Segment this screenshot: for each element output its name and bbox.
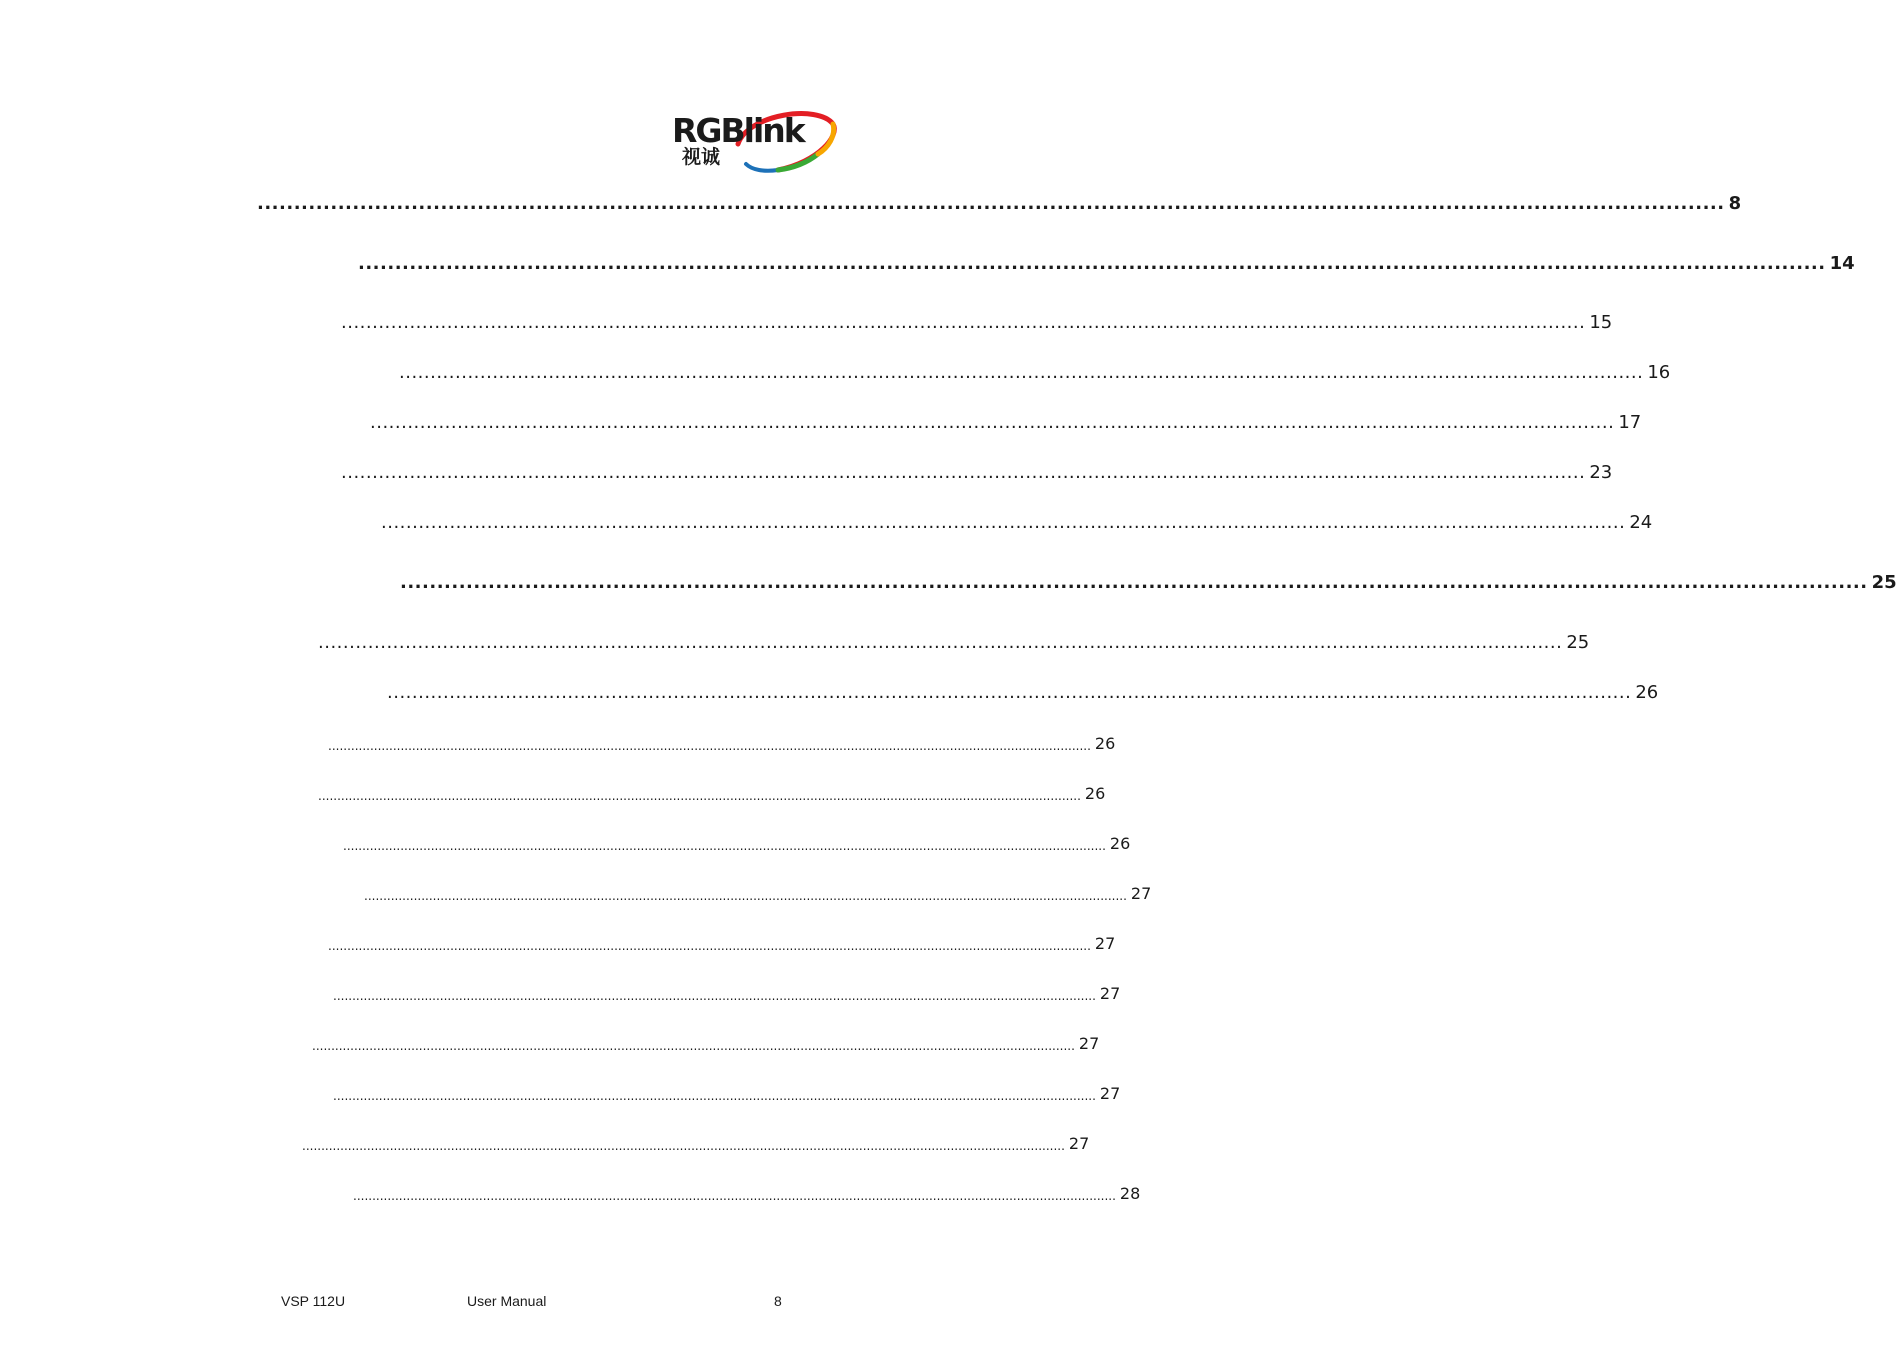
footer-title: User Manual: [467, 1293, 547, 1309]
toc-leader-dots: ........................................................................................................................................................................................................: [353, 1189, 1116, 1203]
logo-wordmark: RGBlink: [672, 111, 804, 150]
toc-page-number: 27: [1068, 1134, 1090, 1153]
toc-page-number: 25: [1871, 572, 1897, 593]
toc-leader-dots: ........................................................................................................................................................................................................: [341, 312, 1586, 333]
toc-entry[interactable]: [400, 566, 1897, 593]
toc-page-number: 27: [1099, 984, 1121, 1003]
toc-page-number: 26: [1109, 834, 1131, 853]
logo-chinese-text: 视诚: [682, 146, 721, 168]
toc-page-number: 15: [1589, 312, 1613, 333]
toc-page-number: 26: [1635, 682, 1659, 703]
toc-page-number: 28: [1119, 1184, 1141, 1203]
toc-entry[interactable]: [257, 187, 1742, 214]
toc-leader-dots: ........................................................................................................................................................................................................: [370, 412, 1615, 433]
toc-leader-dots: ........................................................................................................................................................................................................: [318, 632, 1563, 653]
toc-entry[interactable]: [302, 1126, 1090, 1153]
toc-leader-dots: ........................................................................................................................................................................................................: [341, 462, 1586, 483]
toc-leader-dots: ........................................................................................................................................................................................................: [318, 789, 1081, 803]
toc-page-number: 24: [1629, 512, 1653, 533]
toc-entry[interactable]: [328, 926, 1116, 953]
toc-page-number: 25: [1566, 632, 1590, 653]
toc-entry[interactable]: [341, 306, 1613, 333]
toc-entry[interactable]: [399, 356, 1671, 383]
footer-page-number: 8: [774, 1293, 782, 1309]
toc-entry[interactable]: [381, 506, 1653, 533]
toc-entry[interactable]: [343, 826, 1131, 853]
toc-leader-dots: ........................................................................................................................................................................................................: [364, 889, 1127, 903]
toc-leader-dots: ........................................................................................................................................................................................................: [257, 193, 1725, 214]
toc-page-number: 26: [1094, 734, 1116, 753]
toc-page-number: 26: [1084, 784, 1106, 803]
toc-page-number: 27: [1099, 1084, 1121, 1103]
toc-page-number: 8: [1728, 193, 1742, 214]
toc-entry[interactable]: [353, 1176, 1141, 1203]
toc-leader-dots: ........................................................................................................................................................................................................: [343, 839, 1106, 853]
footer-product: VSP 112U: [281, 1293, 346, 1309]
toc-leader-dots: ........................................................................................................................................................................................................: [381, 512, 1626, 533]
toc-entry[interactable]: [358, 247, 1855, 274]
toc-page-number: 23: [1589, 462, 1613, 483]
toc-leader-dots: ........................................................................................................................................................................................................: [328, 739, 1091, 753]
toc-entry[interactable]: [328, 726, 1116, 753]
toc-leader-dots: ........................................................................................................................................................................................................: [302, 1139, 1065, 1153]
toc-entry[interactable]: [333, 1076, 1121, 1103]
toc-leader-dots: ........................................................................................................................................................................................................: [333, 1089, 1096, 1103]
toc-leader-dots: ........................................................................................................................................................................................................: [399, 362, 1644, 383]
toc-leader-dots: ........................................................................................................................................................................................................: [312, 1039, 1075, 1053]
toc-page-number: 14: [1829, 253, 1855, 274]
toc-entry[interactable]: [312, 1026, 1100, 1053]
toc-entry[interactable]: [318, 626, 1590, 653]
toc-leader-dots: ........................................................................................................................................................................................................: [333, 989, 1096, 1003]
toc-entry[interactable]: [364, 876, 1152, 903]
toc-entry[interactable]: [318, 776, 1106, 803]
toc-page-number: 27: [1130, 884, 1152, 903]
toc-leader-dots: ........................................................................................................................................................................................................: [358, 253, 1826, 274]
toc-entry[interactable]: [370, 406, 1642, 433]
toc-leader-dots: ........................................................................................................................................................................................................: [400, 572, 1868, 593]
toc-page-number: 16: [1647, 362, 1671, 383]
toc-page-number: 27: [1078, 1034, 1100, 1053]
toc-entry[interactable]: [341, 456, 1613, 483]
toc-leader-dots: ........................................................................................................................................................................................................: [387, 682, 1632, 703]
toc-page-number: 17: [1618, 412, 1642, 433]
toc-entry[interactable]: [333, 976, 1121, 1003]
toc-leader-dots: ........................................................................................................................................................................................................: [328, 939, 1091, 953]
toc-page-number: 27: [1094, 934, 1116, 953]
toc-entry[interactable]: [387, 676, 1659, 703]
